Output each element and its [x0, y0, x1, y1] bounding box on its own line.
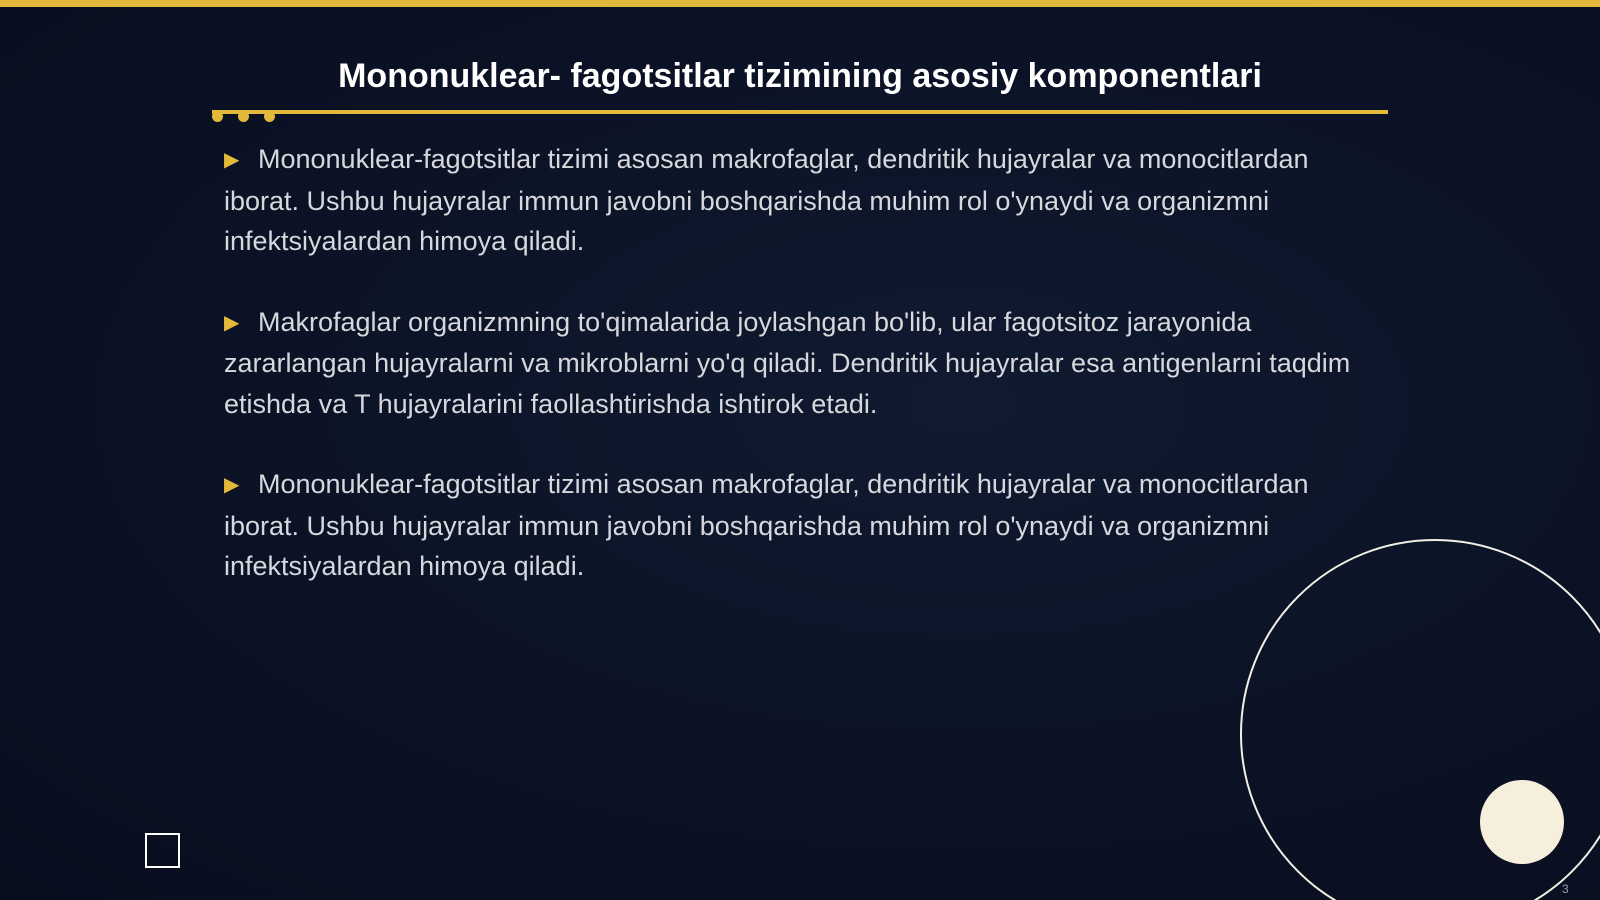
triangle-bullet-icon: ▶: [224, 474, 240, 496]
triangle-bullet-icon: ▶: [224, 311, 240, 334]
bullet-list: [224, 139, 1374, 627]
decorative-square: [145, 833, 180, 868]
title-underline: [212, 110, 1388, 114]
slide-title: Mononuklear- fagotsitlar tizimining asosiy komponentlari: [338, 57, 1262, 95]
bullet-text: Mononuklear-fagotsitlar tizimi asosan makrofaglar, dendritik hujayralar va monocitlardan iborat. Ushbu hujayralar immun javobni boshqarishda muhim rol o'ynaydi va organizmni infektsiyalardan himoya qiladi.: [224, 144, 1309, 256]
bullet-text: Makrofaglar organizmning to'qimalarida joylashgan bo'lib, ular fagotsitoz jarayonida zararlangan hujayralarni va mikroblarni yo'q qiladi. Dendritik hujayralar esa antigenlarni taqdim etishda va T hujayralarini faollashtirishda ishtirok etadi.: [224, 306, 1351, 419]
page-number: 3: [1562, 882, 1569, 896]
decorative-circle-filled: [1480, 780, 1564, 864]
underline-dot: [264, 111, 275, 122]
bullet-text: Mononuklear-fagotsitlar tizimi asosan makrofaglar, dendritik hujayralar va monocitlardan iborat. Ushbu hujayralar immun javobni boshqarishda muhim rol o'ynaydi va organizmni infektsiyalardan himoya qiladi.: [224, 469, 1309, 581]
bullet-item: [224, 464, 1374, 587]
top-accent-bar: [0, 0, 1600, 7]
triangle-bullet-icon: ▶: [224, 149, 240, 171]
bullet-item: [224, 139, 1374, 262]
underline-dot: [212, 111, 223, 122]
underline-dot: [238, 111, 249, 122]
bullet-item: [224, 302, 1374, 425]
